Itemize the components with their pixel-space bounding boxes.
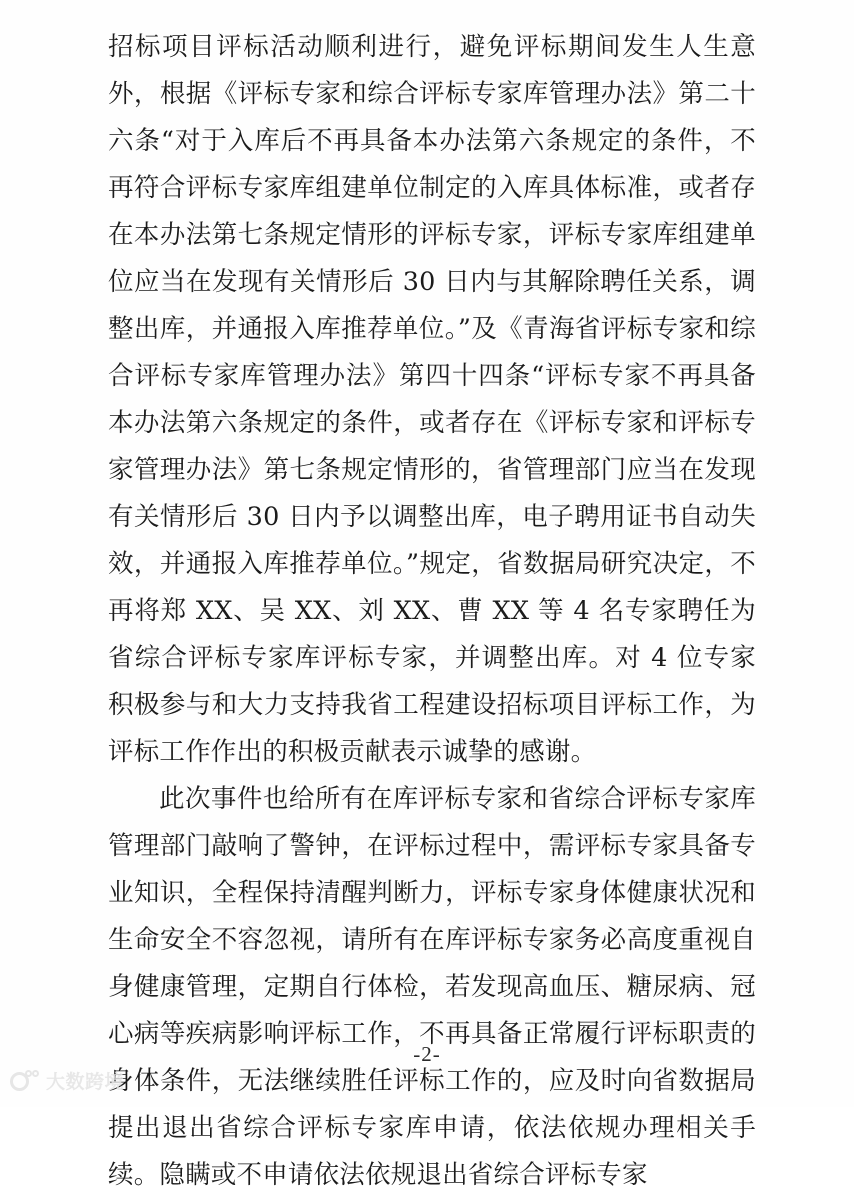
document-text-body xyxy=(108,24,756,1199)
circle-logo-icon xyxy=(10,1069,40,1095)
body-paragraph-1: 招标项目评标活动顺利进行，避免评标期间发生人生意外，根据《评标专家和综合评标专家库管理办法》第二十六条“对于入库后不再具备本办法第六条规定的条件，不再符合评标专家库组建单位制定的入库具体标准，或者存在本办法第七条规定情形的评标专家，评标专家库组建单位应当在发现有关情形后 30 日内与其解除聘任关系，调整出库，并通报入库推荐单位。”及《青海省评标专家和综合评标专家库管理办法》第四十四条“评标专家不再具备本办法第六条规定的条件，或者存在《评标专家和评标专家管理办法》第七条规定情形的，省管理部门应当在发现有关情形后 30 日内予以调整出库，电子聘用证书自动失效，并通报入库推荐单位。”规定，省数据局研究决定，不再将郑 XX、吴 XX、刘 XX、曹 XX 等 4 名专家聘任为省综合评标专家库评标专家，并调整出库。对 4 位专家积极参与和大力支持我省工程建设招标项目评标工作，为评标工作作出的积极贡献表示诚挚的感谢。 xyxy=(108,32,756,767)
page-number: -2- xyxy=(413,1042,441,1066)
watermark xyxy=(10,1069,124,1095)
watermark-text: 大数跨境 xyxy=(46,1070,125,1093)
body-paragraph-2: 此次事件也给所有在库评标专家和省综合评标专家库管理部门敲响了警钟，在评标过程中，需评标专家具备专业知识，全程保持清醒判断力，评标专家身体健康状况和生命安全不容忽视，请所有在库评标专家务必高度重视自身健康管理，定期自行体检，若发现高血压、糖尿病、冠心病等疾病影响评标工作，不再具备正常履行评标职责的身体条件，无法继续胜任评标工作的，应及时向省数据局提出退出省综合评标专家库申请，依法依规办理相关手续。隐瞒或不申请依法依规退出省综合评标专家 xyxy=(108,784,756,1190)
